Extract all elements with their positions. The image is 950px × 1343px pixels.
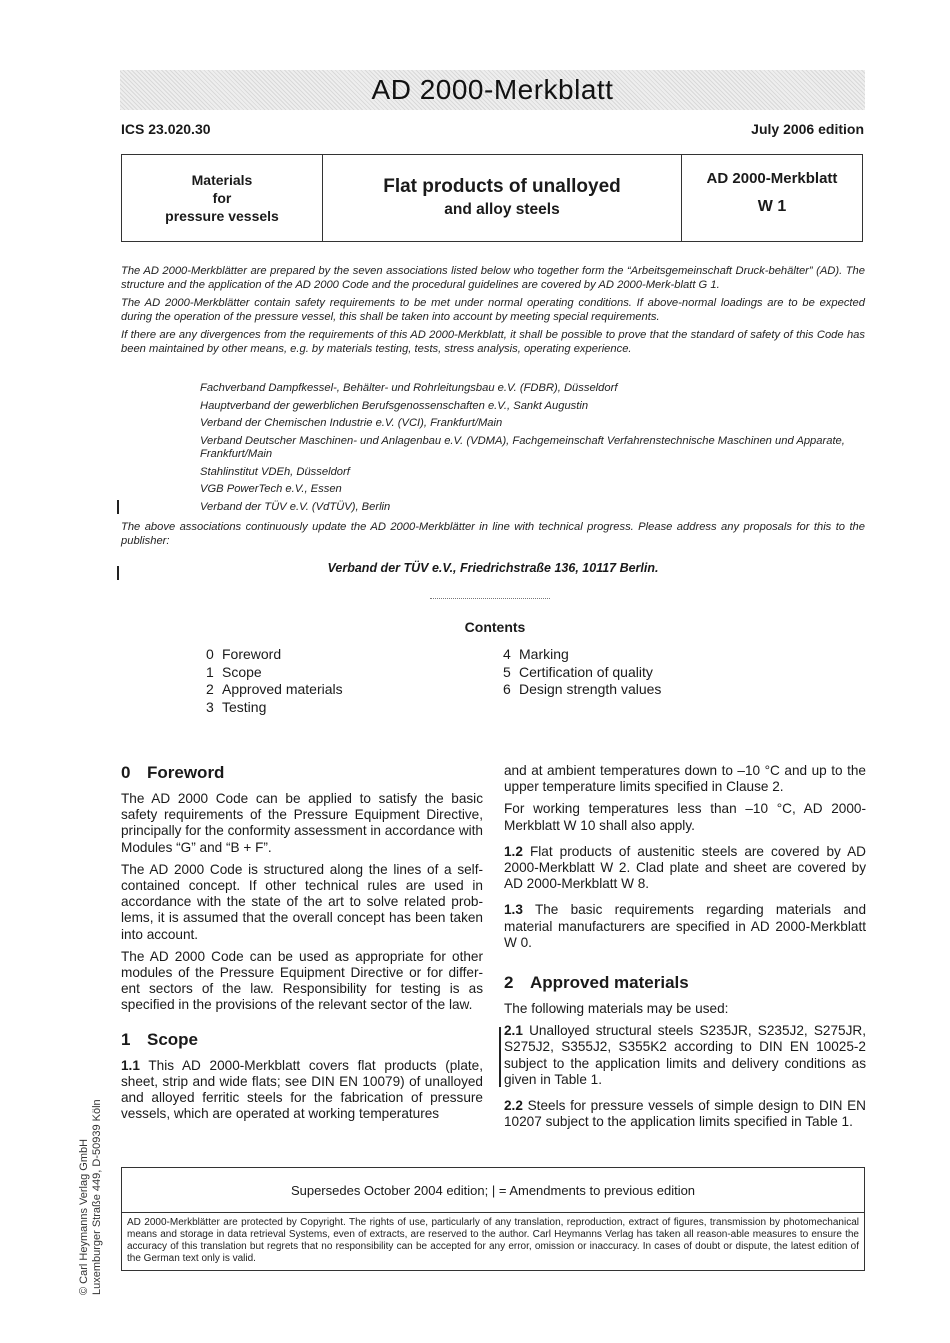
- intro-paragraph: If there are any divergences from the requirements of this AD 2000-Merkblatt, it shall be possible to prove that the standard of safety of this Code has been maintained by other means, e.g. by materials testing, tests, stress analysis, operating experience.: [121, 329, 865, 355]
- supersedes-note: Supersedes October 2004 edition; | = Amendments to previous edition: [290, 1182, 696, 1198]
- intro-block: [121, 265, 865, 361]
- intro-paragraph: The AD 2000-Merkblätter contain safety requirements to be met under normal operating conditions. If above-normal loadings are to be expected during the operation of the pressure vessel, this shall be taken into account by meeting special requirements.: [121, 297, 865, 323]
- contents-number: 0: [206, 646, 214, 662]
- section-number: 0: [121, 763, 131, 782]
- contents-item[interactable]: [206, 681, 343, 699]
- intro-closing: [121, 521, 865, 553]
- contents-label: Design strength values: [519, 681, 662, 697]
- contents-number: 5: [503, 663, 511, 680]
- contents-label: Testing: [222, 698, 267, 715]
- scope-paragraph: [121, 1058, 483, 1123]
- subject-cell: [323, 155, 682, 241]
- association-item: Fachverband Dampfkessel-, Behälter- und Rohrleitungsbau e.V. (FDBR), Düsseldorf: [200, 382, 618, 394]
- approved-paragraph: [504, 1023, 866, 1088]
- section-heading-scope: [121, 1030, 483, 1050]
- contents-number: 1: [206, 663, 214, 680]
- copyright-note: AD 2000-Merkblätter are protected by Copyright. The rights of use, particularly of any translation, reproduction, extract of figures, transmission by photomechanical means and storage in data retrieval Systems, even of extracts, are reserved to the author. Carl Heymanns Verlag has taken all reason-able measures to ensure the accuracy of this translation but regrets that no responsibility can be accepted for any error, omission or inaccuracy. In cases of doubt or dispute, the latest edition of the German text only is valid.: [127, 1217, 859, 1264]
- publisher-line: © Carl Heymanns Verlag GmbH: [78, 1138, 90, 1295]
- category-line: pressure vessels: [165, 208, 279, 224]
- subject-line-2: and alloy steels: [444, 201, 560, 218]
- supersedes-box: [121, 1167, 865, 1213]
- contents-number: 6: [503, 681, 511, 697]
- contents-list-left: [206, 646, 343, 716]
- scope-paragraph-continued: and at ambient temperatures down to –10 °C and up to the upper temperature limits specified in Clause 2.: [504, 763, 866, 795]
- contents-item[interactable]: [503, 664, 661, 682]
- approved-intro: The following materials may be used:: [504, 1001, 729, 1017]
- foreword-paragraph: The AD 2000 Code is structured along the lines of a self-contained concept. If other technical rules are used in accordance with the state of the art to solve related prob-lems, it is assumed that the overall concept has been taken into account.: [121, 861, 483, 942]
- clause-number: 2.2: [504, 1098, 523, 1114]
- section-title: Approved materials: [530, 973, 689, 993]
- contents-label: Approved materials: [222, 681, 343, 697]
- publisher-line: Luxemburger Straße 449, D-50939 Köln: [91, 1099, 103, 1295]
- clause-number: 1.2: [504, 843, 523, 859]
- contents-label: Certification of quality: [519, 663, 653, 680]
- contents-number: 4: [503, 646, 511, 662]
- contents-item[interactable]: [206, 646, 343, 664]
- contents-title: Contents: [464, 619, 526, 635]
- contents-number: 2: [206, 681, 214, 697]
- title-band: [120, 70, 865, 110]
- ics-code: ICS 23.020.30: [121, 121, 211, 137]
- clause-text: Flat products of austenitic steels are covered by AD 2000-Merkblatt W 2. Clad plate and sheet are covered by AD 2000-Merkblatt W 8.: [504, 843, 866, 892]
- section-title: Scope: [147, 1029, 199, 1049]
- scope-paragraph: [504, 902, 866, 951]
- right-column: [504, 763, 866, 1136]
- contents-label: Marking: [519, 646, 569, 662]
- intro-paragraph: The AD 2000-Merkblätter are prepared by the seven associations listed below who together form the “Arbeitsgemeinschaft Druck-behälter” (AD). The structure and the application of the AD 2000 Code and the procedural guidelines are covered by AD 2000-Merk-blatt G 1.: [121, 265, 865, 291]
- header-box: [121, 154, 863, 242]
- clause-text: This AD 2000-Merkblatt covers flat products (plate, sheet, strip and wide flats; see DIN EN 10079) of unalloyed and alloyed ferritic steels for the fabrication of pressure vessels, which are operated at working temperatures: [121, 1057, 483, 1122]
- association-item: Verband der Chemischen Industrie e.V. (VCI), Frankfurt/Main: [200, 417, 503, 429]
- section-heading-approved-materials: [504, 973, 866, 993]
- contents-label: Scope: [222, 663, 262, 680]
- section-heading-foreword: [121, 763, 483, 783]
- subject-line-1: Flat products of unalloyed: [383, 176, 621, 197]
- contents-item[interactable]: [503, 681, 661, 699]
- foreword-paragraph: The AD 2000 Code can be used as appropriate for other modules of the Pressure Equipment Directive or for differ-ent sectors of the law. Responsibility for testing is as specified in the provisions of the relevant sector of the law.: [121, 948, 483, 1013]
- copyright-box: [121, 1213, 865, 1271]
- clause-number: 1.1: [121, 1057, 140, 1073]
- association-list: [200, 382, 865, 514]
- contents-item[interactable]: [206, 699, 343, 717]
- document-id-cell: [682, 155, 862, 241]
- contents-list-right: [503, 646, 661, 699]
- association-item: Verband Deutscher Maschinen- und Anlagenbau e.V. (VDMA), Fachgemeinschaft Verfahrenstechnische Maschinen und Apparate, Frankfurt/Main: [200, 434, 845, 460]
- change-bar: [117, 500, 119, 514]
- foreword-paragraph: The AD 2000 Code can be applied to satisfy the basic safety requirements of the Pressure Equipment Directive, principally for the conformity assessment in accordance with Modules “G” and “B + F”.: [121, 791, 483, 855]
- clause-text: Unalloyed structural steels S235JR, S235J2, S275JR, S275J2, S355J2, S355K2 according to DIN EN 10025-2 subject to the application limits and delivery conditions as given in Table 1.: [504, 1023, 866, 1087]
- section-number: 2: [504, 973, 514, 993]
- association-item: Verband der TÜV e.V. (VdTÜV), Berlin: [200, 500, 391, 513]
- approved-paragraph: [504, 1098, 866, 1130]
- publisher-address: Verband der TÜV e.V., Friedrichstraße 136, 10117 Berlin.: [327, 561, 659, 575]
- clause-text: The basic requirements regarding materials and material manufacturers are specified in AD 2000-Merkblatt W 0.: [504, 902, 867, 950]
- contents-number: 3: [206, 698, 214, 715]
- change-bar: [117, 566, 119, 580]
- document-title: AD 2000-Merkblatt: [371, 74, 614, 105]
- scope-paragraph: For working temperatures less than –10 °C, AD 2000-Merkblatt W 10 shall also apply.: [504, 801, 866, 833]
- edition-date: July 2006 edition: [751, 121, 864, 137]
- left-column: [121, 763, 483, 1128]
- association-item: VGB PowerTech e.V., Essen: [200, 483, 342, 495]
- association-item: Stahlinstitut VDEh, Düsseldorf: [200, 465, 350, 478]
- clause-number: 1.3: [504, 902, 523, 918]
- contents-label: Foreword: [222, 646, 282, 662]
- association-item: Hauptverband der gewerblichen Berufsgenossenschaften e.V., Sankt Augustin: [200, 399, 589, 412]
- clause-number: 2.1: [504, 1023, 523, 1039]
- category-line: Materials: [191, 172, 253, 188]
- scope-paragraph: [504, 844, 866, 893]
- document-series: AD 2000-Merkblatt: [706, 170, 838, 187]
- contents-item[interactable]: [503, 646, 661, 664]
- publisher-sidebar: [78, 1055, 104, 1295]
- section-title: Foreword: [147, 763, 225, 782]
- separator-line: [430, 598, 550, 599]
- document-number: W 1: [757, 198, 787, 215]
- change-bar: [499, 1027, 501, 1087]
- section-number: 1: [121, 1029, 131, 1049]
- category-cell: [122, 155, 323, 241]
- clause-text: Steels for pressure vessels of simple design to DIN EN 10207 subject to the application limits specified in Table 1.: [504, 1098, 866, 1130]
- category-line: for: [212, 190, 232, 206]
- contents-item[interactable]: [206, 664, 343, 682]
- intro-paragraph: The above associations continuously update the AD 2000-Merkblätter in line with technical progress. Please address any proposals for this to the publisher:: [121, 521, 865, 547]
